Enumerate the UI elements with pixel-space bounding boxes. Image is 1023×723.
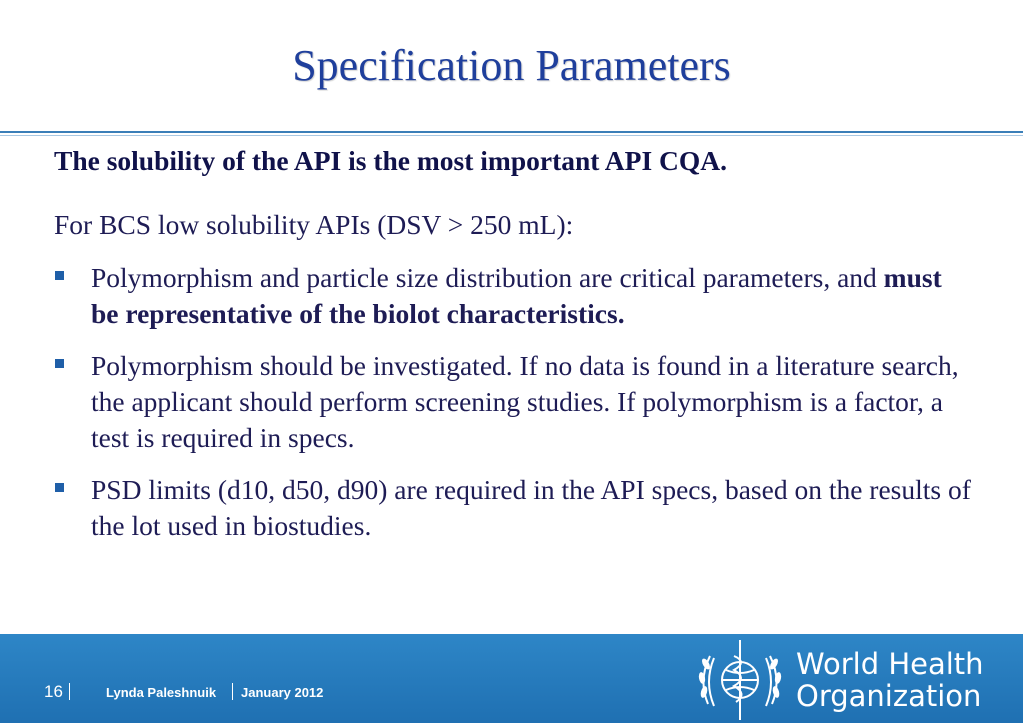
organization-name [796,648,984,712]
footer-author: Lynda Paleshnuik [106,685,217,700]
bullet-bold-text: must be representative of the biolot characteristics. [91,262,942,329]
footer-bar [0,634,1023,723]
slide-title: Specification Parameters [292,41,731,90]
title-divider-light [0,135,1023,136]
footer-date: January 2012 [241,685,324,700]
page-number: 16 [44,682,63,701]
bullet-marker-icon [55,359,64,368]
bullet-item [54,472,974,544]
bullet-item [54,260,974,332]
lead-statement: The solubility of the API is the most important API CQA. [54,145,728,176]
title-divider [0,131,1023,133]
who-emblem-icon [694,634,786,723]
organization-name-line1: World Health [796,647,984,681]
bullet-item [54,348,974,456]
footer-separator [69,683,70,700]
intro-line: For BCS low solubility APIs (DSV > 250 mL): [54,209,574,240]
organization-name-line2: Organization [796,679,982,713]
footer-separator [232,683,233,700]
bullet-text: Polymorphism should be investigated. If no data is found in a literature search, the applicant should perform screening studies. If polymorphism is a factor, a test is required in specs. [91,350,959,453]
bullet-text: PSD limits (d10, d50, d90) are required in the API specs, based on the results of the lot used in biostudies. [91,474,971,541]
slide-body [54,143,974,544]
bullet-text: Polymorphism and particle size distribution are critical parameters, and [91,262,884,293]
bullet-marker-icon [55,271,64,280]
bullet-marker-icon [55,483,64,492]
